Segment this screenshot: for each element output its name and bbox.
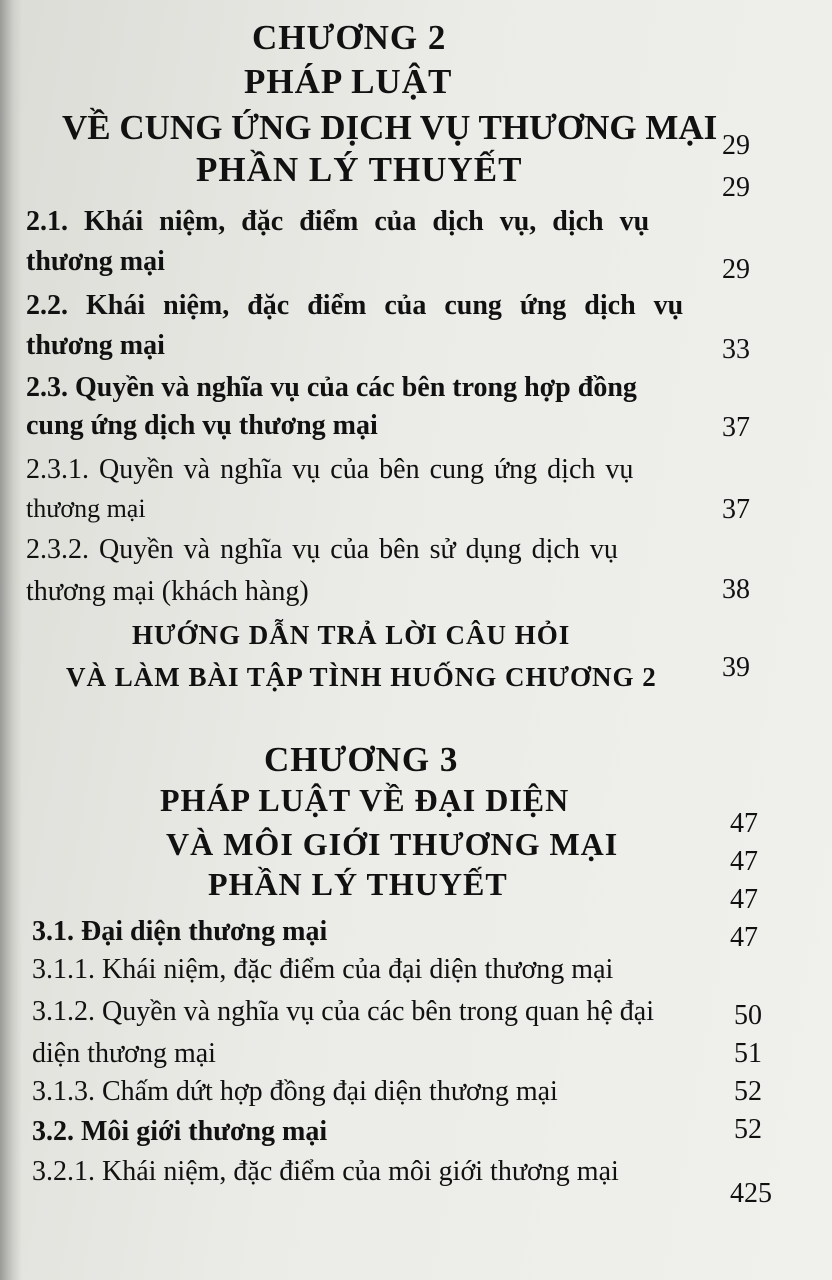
page-number: 47 (730, 808, 758, 839)
toc-entry-2-3: 2.3. Quyền và nghĩa vụ của các bên trong hợp đồng (26, 372, 637, 403)
page-number: 37 (722, 412, 750, 443)
toc-entry-3-1-3: 3.1.3. Chấm dứt hợp đồng đại diện thương mại (32, 1076, 558, 1107)
toc-entry-3-1-2-cont: diện thương mại (32, 1038, 216, 1069)
toc-entry-3-1-1: 3.1.1. Khái niệm, đặc điểm của đại diện thương mại (32, 954, 614, 985)
page-number: 47 (730, 846, 758, 877)
chapter-2-subtitle-1: PHÁP LUẬT (244, 62, 453, 101)
toc-entry-2-3-cont: cung ứng dịch vụ thương mại (26, 410, 378, 441)
toc-entry-3-1: 3.1. Đại diện thương mại (32, 916, 328, 947)
page-number: 52 (734, 1114, 762, 1145)
chapter-3-title: CHƯƠNG 3 (264, 740, 459, 779)
toc-entry-3-2-1: 3.2.1. Khái niệm, đặc điểm của môi giới thương mại (32, 1156, 619, 1187)
toc-entry-2-2-cont: thương mại (26, 330, 165, 361)
chapter-3-subtitle-2: VÀ MÔI GIỚI THƯƠNG MẠI (166, 826, 619, 862)
page-edge-shadow (0, 0, 22, 1280)
toc-entry-2-1-cont: thương mại (26, 246, 165, 277)
footer-page-number: 425 (730, 1178, 772, 1209)
page-number: 33 (722, 334, 750, 365)
page-number: 29 (722, 130, 750, 161)
toc-entry-3-1-2: 3.1.2. Quyền và nghĩa vụ của các bên trong quan hệ đại (32, 996, 655, 1027)
chapter-2-title: CHƯƠNG 2 (252, 18, 447, 57)
page-number: 52 (734, 1076, 762, 1107)
chapter-3-subtitle-1: PHÁP LUẬT VỀ ĐẠI DIỆN (160, 782, 570, 818)
toc-entry-2-3-2-cont: thương mại (khách hàng) (26, 576, 309, 607)
toc-entry-2-2: 2.2. Khái niệm, đặc điểm của cung ứng dịch vụ (26, 290, 684, 321)
chapter-2-subtitle-2: VỀ CUNG ỨNG DỊCH VỤ THƯƠNG MẠI (62, 108, 718, 147)
chapter-2-guide-2: VÀ LÀM BÀI TẬP TÌNH HUỐNG CHƯƠNG 2 (66, 662, 657, 692)
page-number: 47 (730, 922, 758, 953)
chapter-3-theory-heading: PHẦN LÝ THUYẾT (208, 866, 508, 902)
toc-entry-2-3-1: 2.3.1. Quyền và nghĩa vụ của bên cung ứng dịch vụ (26, 454, 634, 485)
page-number: 39 (722, 652, 750, 683)
page-number: 50 (734, 1000, 762, 1031)
toc-entry-2-3-2: 2.3.2. Quyền và nghĩa vụ của bên sử dụng dịch vụ (26, 534, 618, 565)
toc-entry-3-2: 3.2. Môi giới thương mại (32, 1116, 328, 1147)
toc-entry-2-3-1-cont: thương mại (26, 494, 146, 523)
toc-entry-2-1: 2.1. Khái niệm, đặc điểm của dịch vụ, dịch vụ (26, 206, 650, 237)
chapter-2-theory-heading: PHẦN LÝ THUYẾT (196, 150, 523, 189)
page-number: 37 (722, 494, 750, 525)
page-number: 38 (722, 574, 750, 605)
chapter-2-guide-1: HƯỚNG DẪN TRẢ LỜI CÂU HỎI (132, 620, 571, 650)
page-number: 29 (722, 172, 750, 203)
page-number: 51 (734, 1038, 762, 1069)
page-number: 47 (730, 884, 758, 915)
page-number: 29 (722, 254, 750, 285)
